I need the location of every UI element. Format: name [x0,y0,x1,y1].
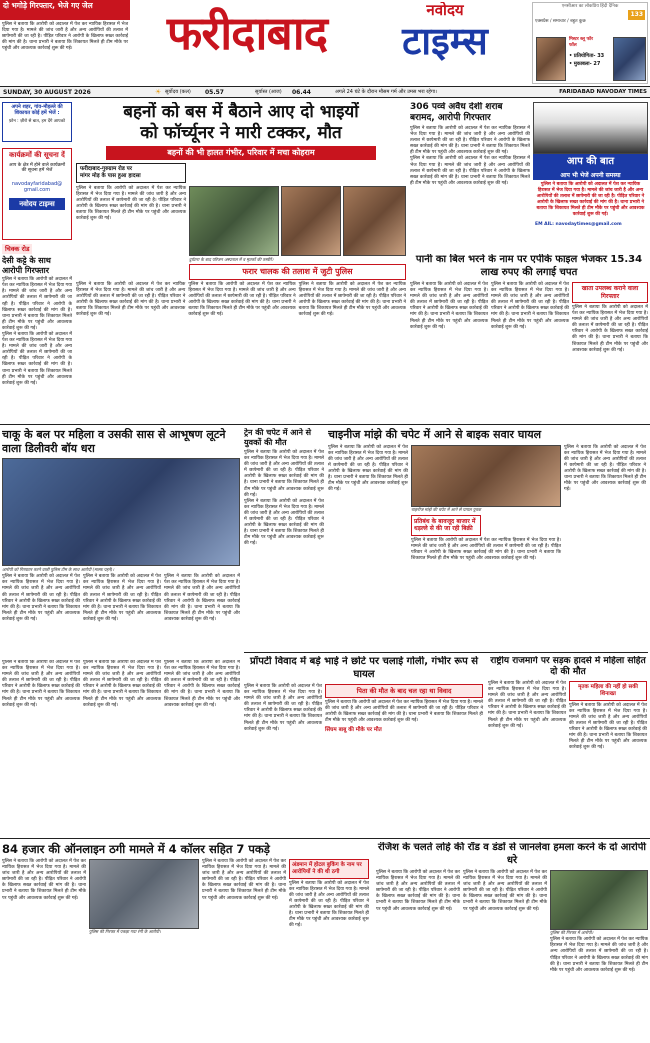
paper-title-right: टाइम्स [402,19,488,63]
kicker-box [76,163,186,183]
s5-cols [2,574,240,623]
ad1-title: अपने शहर, गांव-मौहल्ले की शिकायत कोई हमें भेजें : [11,104,63,117]
s7-body-1: पुलिस ने बताया कि आरोपी को अदालत में पेश कर न्यायिक हिरासत में भेज दिया गया है। मामले की जांच जारी है और अन्य आरोपियों की तलाश में छापेमारी की जा रही है। पीड़ित परिवार ने आरोपी के खिलाफ सख्त कार्रवाई की मांग की है। थाना प्रभारी ने बताया कि शिकायत मिलते ही टीम मौके पर पहुंची और आवश्यक कार्रवाई शुरू की गई। [328,444,408,493]
s4-col-3 [572,282,648,354]
promo-title: मिस्टर ब्लू फॉर फॉल [569,37,593,48]
s10-photo [89,859,199,929]
s11-photo-col [550,870,648,974]
story-manjha [328,428,648,658]
paper-title-small: नवोदय [426,2,464,19]
main-photos [189,186,406,262]
s9-cols [488,681,648,752]
story-left-lower [2,660,240,836]
lower-body-3: पुलिस ने बताया कि आरोपी को अदालत में पेश कर न्यायिक हिरासत में भेज दिया गया है। मामले की जांच जारी है और अन्य आरोपियों की तलाश में छापेमारी की जा रही है। पीड़ित परिवार ने आरोपी के खिलाफ सख्त कार्रवाई की मांग की है। थाना प्रभारी ने बताया कि शिकायत मिलते ही टीम मौके पर पहुंची और आवश्यक कार्रवाई शुरू की गई। [164,660,240,708]
s4-box: खाता उपलब्ध कराने वाला गिरफ्तार [572,282,648,303]
s10-caption: पुलिस की गिरफ्त में पकड़ा गया रंगी के आरोपी। [89,929,161,934]
ad2-email: gmail.com [23,187,51,194]
s3-subhead: आप भी भेजें अपनी समस्या [533,171,648,181]
ad1-line: फ़ोन : ज़ीरो से बात, हम देंगे आपको [8,118,66,124]
s5-body-2: पुलिस ने बताया कि आरोपी को अदालत में पेश कर न्यायिक हिरासत में भेज दिया गया है। मामले की जांच जारी है और अन्य आरोपियों की तलाश में छापेमारी की जा रही है। पीड़ित परिवार ने आरोपी के खिलाफ सख्त कार्रवाई की मांग की है। थाना प्रभारी ने बताया कि शिकायत मिलते ही टीम मौके पर पहुंची और आवश्यक कार्रवाई शुरू की गई। [83,574,161,622]
main-columns [76,186,406,262]
main-kicker [76,163,406,183]
rule-3 [0,838,650,839]
main-photo-2 [281,186,341,256]
main-body-3: पुलिस ने बताया कि आरोपी को अदालत में पेश कर न्यायिक हिरासत में भेज दिया गया है। मामले की जांच जारी है और अन्य आरोपियों की तलाश में छापेमारी की जा रही है। पीड़ित परिवार ने आरोपी के खिलाफ सख्त कार्रवाई की मांग की है। थाना प्रभारी ने बताया कि शिकायत मिलते ही टीम मौके पर पहुंची और आवश्यक कार्रवाई शुरू की गई। [188,282,296,318]
story-property [244,656,484,836]
s5-caption: आरोपी को गिरफ्तार करने वाली पुलिस टीम के साथ आरोपी (मास्क पहने)। [2,567,115,572]
s7-caption: चाइनीज मांझे की चपेट में आने से घायल युवक [411,506,481,512]
s3-headline: आप की बात [533,154,648,171]
main-photo-1 [189,186,279,256]
s7-photo [411,445,561,507]
s6-headline: ट्रेन की चपेट में आने से युवकों की मौत [244,428,312,447]
story-sharab [410,102,530,252]
sun-icon: ☀ [155,88,162,96]
left-ad-2 [2,148,72,240]
left-ad-1 [2,102,72,142]
lower-body-2: पुलिस ने बताया कि आरोपी को अदालत में पेश कर न्यायिक हिरासत में भेज दिया गया है। मामले की जांच जारी है और अन्य आरोपियों की तलाश में छापेमारी की जा रही है। पीड़ित परिवार ने आरोपी के खिलाफ सख्त कार्रवाई की मांग की है। थाना प्रभारी ने बताया कि शिकायत मिलते ही टीम मौके पर पहुंची और आवश्यक कार्रवाई शुरू की गई। [83,660,161,708]
top-headline-bar [0,0,130,20]
s7-inset: प्रतिबंध के बावजूद बाजार में धड़ल्ले से की जा रही बिक्री [411,515,481,536]
paper-strip-label: एनसीआर का लोकप्रिय हिंदी दैनिक [561,4,619,9]
s11-body-1: पुलिस ने बताया कि आरोपी को अदालत में पेश कर न्यायिक हिरासत में भेज दिया गया है। मामले की जांच जारी है और अन्य आरोपियों की तलाश में छापेमारी की जा रही है। पीड़ित परिवार ने आरोपी के खिलाफ सख्त कार्रवाई की मांग की है। थाना प्रभारी ने बताया कि शिकायत मिलते ही टीम मौके पर पहुंची और आवश्यक कार्रवाई शुरू की गई। [376,870,460,912]
s4-headline: पानी का बिल भरने के नाम पर एपीके फाइल भेजकर 15.34 लाख रुपए की लगाई चपत [415,254,643,278]
s7-mid [411,445,561,563]
s9-headline: राष्ट्रीय राजमार्ग पर सड़क हादसे में महिला सहित दो की मौत [490,656,646,677]
s2-body: पुलिस ने बताया कि आरोपी को अदालत में पेश कर न्यायिक हिरासत में भेज दिया गया है। मामले की जांच जारी है और अन्य आरोपियों की तलाश में छापेमारी की जा रही है। पीड़ित परिवार ने आरोपी के खिलाफ सख्त कार्रवाई की मांग की है। थाना प्रभारी ने बताया कि शिकायत मिलते ही टीम मौके पर पहुंची और आवश्यक कार्रवाई शुरू की गई। [410,126,530,156]
ad2-brand: नवोदय टाइम्स [9,198,65,211]
s11-headline: रंजिश के चलते लोहे की रॉड व डंडों से जानलेवा हमला करने के दो आरोपी धरे [378,842,646,866]
main-caption: दुर्घटना के बाद परिजन अस्पताल में व मृतकों की तस्वीरें। [189,256,274,262]
main-body-2: पुलिस ने बताया कि आरोपी को अदालत में पेश कर न्यायिक हिरासत में भेज दिया गया है। मामले की जांच जारी है और अन्य आरोपियों की तलाश में छापेमारी की जा रही है। पीड़ित परिवार ने आरोपी के खिलाफ सख्त कार्रवाई की मांग की है। थाना प्रभारी ने बताया कि शिकायत मिलते ही टीम मौके पर पहुंची और आवश्यक कार्रवाई शुरू की गई। [76,282,186,318]
s8-headline: प्रॉपर्टी विवाद में बड़े भाई ने छोटे पर चलाई गोली, गंभीर रूप से घायल [249,656,479,680]
top-strip-body: पुलिस ने बताया कि आरोपी को अदालत में पेश कर न्यायिक हिरासत में भेज दिया गया है। मामले की जांच जारी है और अन्य आरोपियों की तलाश में छापेमारी की जा रही है। पीड़ित परिवार ने आरोपी के खिलाफ सख्त कार्रवाई की मांग की है। थाना प्रभारी ने बताया कि शिकायत मिलते ही टीम मौके पर पहुंची और आवश्यक कार्रवाई शुरू की गई। [2,22,128,52]
s11-body-3: पुलिस ने बताया कि आरोपी को अदालत में पेश कर न्यायिक हिरासत में भेज दिया गया है। मामले की जांच जारी है और अन्य आरोपियों की तलाश में छापेमारी की जा रही है। पीड़ित परिवार ने आरोपी के खिलाफ सख्त कार्रवाई की मांग की है। थाना प्रभारी ने बताया कि शिकायत मिलते ही टीम मौके पर पहुंची और आवश्यक कार्रवाई शुरू की गई। [550,937,648,973]
paper-title-left: फरीदाबाद [166,6,328,60]
s10-body-2: पुलिस ने बताया कि आरोपी को अदालत में पेश कर न्यायिक हिरासत में भेज दिया गया है। मामले की जांच जारी है और अन्य आरोपियों की तलाश में छापेमारी की जा रही है। पीड़ित परिवार ने आरोपी के खिलाफ सख्त कार्रवाई की मांग की है। थाना प्रभारी ने बताया कि शिकायत मिलते ही टीम मौके पर पहुंची और आवश्यक कार्रवाई शुरू की गई। [202,859,286,901]
s10-col-4 [289,859,369,934]
main-photo-3 [343,186,406,256]
s1-headline: देसी कट्टे के साथ आरोपी गिरफ्तार [2,256,51,275]
top-headline: दो भगोड़े गिरफ्तार, भेजे गए जेल [3,1,93,10]
s7-body-2: पुलिस ने बताया कि आरोपी को अदालत में पेश कर न्यायिक हिरासत में भेज दिया गया है। मामले की जांच जारी है और अन्य आरोपियों की तलाश में छापेमारी की जा रही है। पीड़ित परिवार ने आरोपी के खिलाफ सख्त कार्रवाई की मांग की है। थाना प्रभारी ने बताया कि शिकायत मिलते ही टीम मौके पर पहुंची और आवश्यक कार्रवाई शुरू की गई। [411,537,561,562]
right-label: एक्सप्रेस / समाचार / बहुत कुछ [535,18,586,24]
main-bottom-cols [76,282,406,319]
s5-body-3: पुलिस ने बताया कि आरोपी को अदालत में पेश कर न्यायिक हिरासत में भेज दिया गया है। मामले की जांच जारी है और अन्य आरोपियों की तलाश में छापेमारी की जा रही है। पीड़ित परिवार ने आरोपी के खिलाफ सख्त कार्रवाई की मांग की है। थाना प्रभारी ने बताया कि शिकायत मिलते ही टीम मौके पर पहुंची और आवश्यक कार्रवाई शुरू की गई। [164,574,240,622]
masthead-title-right [360,2,530,80]
s10-cols [2,859,372,934]
promo-line-1: • प्रतियोगिता- 33 [569,53,605,59]
s11-photo [550,870,648,930]
sunset-time: 06.44 [292,89,311,96]
s8-inset: पिता की मौत के बाद चल रहा था विवाद [325,684,483,698]
main-subhead: बहनों की भी हालत गंभीर, परिवार में मचा कोहराम [106,146,376,160]
kicker-line-2: मांगर मोड़ के पास हुआ हादसा [80,172,141,179]
main-story [76,102,406,402]
rule-2 [244,652,648,653]
edition-date: SUNDAY, 30 AUGUST 2026 [3,89,91,96]
ad2-line: आप के क्षेत्र में होने वाले कार्यक्रमों की सूचना हमें भेजें [8,162,66,174]
story-ranjish [376,842,648,1040]
s1-tag: चिक्क रोड [2,244,32,254]
sunrise-time: 05.57 [205,89,224,96]
s7-headline: चाइनीज मांझे की चपेट में आने से बाइक सवार घायल [328,428,542,441]
crowd-illustration [533,102,648,154]
promo-photo [536,37,566,81]
s8-body-1: पुलिस ने बताया कि आरोपी को अदालत में पेश कर न्यायिक हिरासत में भेज दिया गया है। मामले की जांच जारी है और अन्य आरोपियों की तलाश में छापेमारी की जा रही है। पीड़ित परिवार ने आरोपी के खिलाफ सख्त कार्रवाई की मांग की है। थाना प्रभारी ने बताया कि शिकायत मिलते ही टीम मौके पर पहुंची और आवश्यक कार्रवाई शुरू की गई। [244,684,322,732]
edition-badge: 133 [630,11,643,18]
paper-name: FARIDABAD NAVODAY TIMES [559,89,647,95]
story-apk-fraud [410,254,648,420]
masthead-right-box [532,2,648,84]
s9-body-2: पुलिस ने बताया कि आरोपी को अदालत में पेश कर न्यायिक हिरासत में भेज दिया गया है। मामले की जांच जारी है और अन्य आरोपियों की तलाश में छापेमारी की जा रही है। पीड़ित परिवार ने आरोपी के खिलाफ सख्त कार्रवाई की मांग की है। थाना प्रभारी ने बताया कि शिकायत मिलते ही टीम मौके पर पहुंची और आवश्यक कार्रवाई शुरू की गई। [569,702,647,751]
s4-body-3: पुलिस ने बताया कि आरोपी को अदालत में पेश कर न्यायिक हिरासत में भेज दिया गया है। मामले की जांच जारी है और अन्य आरोपियों की तलाश में छापेमारी की जा रही है। पीड़ित परिवार ने आरोपी के खिलाफ सख्त कार्रवाई की मांग की है। थाना प्रभारी ने बताया कि शिकायत मिलते ही टीम मौके पर पहुंची और आवश्यक कार्रवाई शुरू की गई। [572,305,648,353]
s6-body: पुलिस ने बताया कि आरोपी को अदालत में पेश कर न्यायिक हिरासत में भेज दिया गया है। मामले की जांच जारी है और अन्य आरोपियों की तलाश में छापेमारी की जा रही है। पीड़ित परिवार ने आरोपी के खिलाफ सख्त कार्रवाई की मांग की है। थाना प्रभारी ने बताया कि शिकायत मिलते ही टीम मौके पर पहुंची और आवश्यक कार्रवाई शुरू की गई। [244,450,324,498]
s6-body-2: पुलिस ने बताया कि आरोपी को अदालत में पेश कर न्यायिक हिरासत में भेज दिया गया है। मामले की जांच जारी है और अन्य आरोपियों की तलाश में छापेमारी की जा रही है। पीड़ित परिवार ने आरोपी के खिलाफ सख्त कार्रवाई की मांग की है। थाना प्रभारी ने बताया कि शिकायत मिलते ही टीम मौके पर पहुंची और आवश्यक कार्रवाई शुरू की गई। [244,498,324,547]
top-strip-story [0,20,130,82]
s8-quote: सिंघम बाबू की मौके पर मौत [325,726,382,733]
rule-1 [0,424,650,425]
s8-cols [244,684,484,733]
sunrise-label: सूर्योदय (कल) [165,89,191,95]
s5-photo [2,458,240,566]
story-chaku [2,428,240,658]
s4-cols [410,282,648,354]
story-desi-katta [2,244,72,422]
sunset-label: सूर्यास्त (आज) [255,89,282,95]
s4-body-2: पुलिस ने बताया कि आरोपी को अदालत में पेश कर न्यायिक हिरासत में भेज दिया गया है। मामले की जांच जारी है और अन्य आरोपियों की तलाश में छापेमारी की जा रही है। पीड़ित परिवार ने आरोपी के खिलाफ सख्त कार्रवाई की मांग की है। थाना प्रभारी ने बताया कि शिकायत मिलते ही टीम मौके पर पहुंची और आवश्यक कार्रवाई शुरू की गई। [491,282,569,330]
s4-body-1: पुलिस ने बताया कि आरोपी को अदालत में पेश कर न्यायिक हिरासत में भेज दिया गया है। मामले की जांच जारी है और अन्य आरोपियों की तलाश में छापेमारी की जा रही है। पीड़ित परिवार ने आरोपी के खिलाफ सख्त कार्रवाई की मांग की है। थाना प्रभारी ने बताया कि शिकायत मिलते ही टीम मौके पर पहुंची और आवश्यक कार्रवाई शुरू की गई। [410,282,488,330]
s8-body-2: पुलिस ने बताया कि आरोपी को अदालत में पेश कर न्यायिक हिरासत में भेज दिया गया है। मामले की जांच जारी है और अन्य आरोपियों की तलाश में छापेमारी की जा रही है। पीड़ित परिवार ने आरोपी के खिलाफ सख्त कार्रवाई की मांग की है। थाना प्रभारी ने बताया कि शिकायत मिलते ही टीम मौके पर पहुंची और आवश्यक कार्रवाई शुरू की गई। [325,700,483,724]
masthead-title-left [132,2,362,80]
story-online-fraud [2,842,372,1040]
s9-box: मृतक महिला की नहीं हो सकी शिनाख्त [569,681,647,701]
ad2-title: कार्यक्रमों की सूचना दें [9,151,65,159]
s1-body-2: पुलिस ने बताया कि आरोपी को अदालत में पेश कर न्यायिक हिरासत में भेज दिया गया है। मामले की जांच जारी है और अन्य आरोपियों की तलाश में छापेमारी की जा रही है। पीड़ित परिवार ने आरोपी के खिलाफ सख्त कार्रवाई की मांग की है। थाना प्रभारी ने बताया कि शिकायत मिलते ही टीम मौके पर पहुंची और आवश्यक कार्रवाई शुरू की गई। [2,331,72,386]
story-train [244,428,324,658]
promo-line-2: • मुकाबला- 27 [569,61,601,67]
main-body-1: पुलिस ने बताया कि आरोपी को अदालत में पेश कर न्यायिक हिरासत में भेज दिया गया है। मामले की जांच जारी है और अन्य आरोपियों की तलाश में छापेमारी की जा रही है। पीड़ित परिवार ने आरोपी के खिलाफ सख्त कार्रवाई की मांग की है। थाना प्रभारी ने बताया कि शिकायत मिलते ही टीम मौके पर पहुंची और आवश्यक कार्रवाई शुरू की गई। [76,185,186,222]
s5-continue-cols [2,660,240,709]
s5-body-1: पुलिस ने बताया कि आरोपी को अदालत में पेश कर न्यायिक हिरासत में भेज दिया गया है। मामले की जांच जारी है और अन्य आरोपियों की तलाश में छापेमारी की जा रही है। पीड़ित परिवार ने आरोपी के खिलाफ सख्त कार्रवाई की मांग की है। थाना प्रभारी ने बताया कि शिकायत मिलते ही टीम मौके पर पहुंची और आवश्यक कार्रवाई शुरू की गई। [2,574,80,622]
s10-photo-col [89,859,199,934]
s2-headline: 306 पव्वे अवैध देशी शराब बरामद, आरोपी गिरफ्तार [410,102,503,123]
date-bar [0,86,650,98]
s11-body-2: पुलिस ने बताया कि आरोपी को अदालत में पेश कर न्यायिक हिरासत में भेज दिया गया है। मामले की जांच जारी है और अन्य आरोपियों की तलाश में छापेमारी की जा रही है। पीड़ित परिवार ने आरोपी के खिलाफ सख्त कार्रवाई की मांग की है। थाना प्रभारी ने बताया कि शिकायत मिलते ही टीम मौके पर पहुंची और आवश्यक कार्रवाई शुरू की गई। [463,870,547,912]
s8-col-2 [325,684,483,733]
photo-row [189,186,406,256]
s3-email: EM AIL: navodaytimes@gmail.com [535,221,622,227]
s11-caption: पुलिस की गिरफ्त में आरोपी। [550,930,594,935]
s10-box: अंडमान में होटल बुकिंग के नाम पर आरोपियों ने की थी ठगी [289,859,369,879]
main-headline-2: को फॉर्च्यूनर ने मारी टक्कर, मौत [140,123,342,143]
story-highway [488,656,648,836]
s1-body: पुलिस ने बताया कि आरोपी को अदालत में पेश कर न्यायिक हिरासत में भेज दिया गया है। मामले की जांच जारी है और अन्य आरोपियों की तलाश में छापेमारी की जा रही है। पीड़ित परिवार ने आरोपी के खिलाफ सख्त कार्रवाई की मांग की है। थाना प्रभारी ने बताया कि शिकायत मिलते ही टीम मौके पर पहुंची और आवश्यक कार्रवाई शुरू की गई। [2,277,72,331]
s5-headline: चाकू के बल पर महिला व उसकी सास से आभूषण लूटने वाला डिलीवरी बॉय धरा [2,428,226,455]
s9-body-1: पुलिस ने बताया कि आरोपी को अदालत में पेश कर न्यायिक हिरासत में भेज दिया गया है। मामले की जांच जारी है और अन्य आरोपियों की तलाश में छापेमारी की जा रही है। पीड़ित परिवार ने आरोपी के खिलाफ सख्त कार्रवाई की मांग की है। थाना प्रभारी ने बताया कि शिकायत मिलते ही टीम मौके पर पहुंची और आवश्यक कार्रवाई शुरू की गई। [488,681,566,729]
s10-body-3: पुलिस ने बताया कि आरोपी को अदालत में पेश कर न्यायिक हिरासत में भेज दिया गया है। मामले की जांच जारी है और अन्य आरोपियों की तलाश में छापेमारी की जा रही है। पीड़ित परिवार ने आरोपी के खिलाफ सख्त कार्रवाई की मांग की है। थाना प्रभारी ने बताया कि शिकायत मिलते ही टीम मौके पर पहुंची और आवश्यक कार्रवाई शुरू की गई। [289,880,369,929]
aap-ki-baat-box [533,102,648,252]
ad2-email-label: navodayfaridabad@ [11,181,63,188]
s7-body-3: पुलिस ने बताया कि आरोपी को अदालत में पेश कर न्यायिक हिरासत में भेज दिया गया है। मामले की जांच जारी है और अन्य आरोपियों की तलाश में छापेमारी की जा रही है। पीड़ित परिवार ने आरोपी के खिलाफ सख्त कार्रवाई की मांग की है। थाना प्रभारी ने बताया कि शिकायत मिलते ही टीम मौके पर पहुंची और आवश्यक कार्रवाई शुरू की गई। [564,444,646,493]
s10-body-1: पुलिस ने बताया कि आरोपी को अदालत में पेश कर न्यायिक हिरासत में भेज दिया गया है। मामले की जांच जारी है और अन्य आरोपियों की तलाश में छापेमारी की जा रही है। पीड़ित परिवार ने आरोपी के खिलाफ सख्त कार्रवाई की मांग की है। थाना प्रभारी ने बताया कि शिकायत मिलते ही टीम मौके पर पहुंची और आवश्यक कार्रवाई शुरू की गई। [2,859,86,901]
main-inset-title: फरार चालक की तलाश में जुटी पुलिस [189,264,406,280]
s11-cols [376,870,648,974]
s9-col-2 [569,681,647,752]
promo-ad [613,37,646,81]
main-headline-1: बहनों को बस में बैठाने आए दो भाइयों [123,102,359,122]
s10-headline: 84 हजार की ऑनलाइन ठगी मामले में 4 कॉलर सहित 7 पकड़े [2,842,270,856]
s2-body-2: पुलिस ने बताया कि आरोपी को अदालत में पेश कर न्यायिक हिरासत में भेज दिया गया है। मामले की जांच जारी है और अन्य आरोपियों की तलाश में छापेमारी की जा रही है। पीड़ित परिवार ने आरोपी के खिलाफ सख्त कार्रवाई की मांग की है। थाना प्रभारी ने बताया कि शिकायत मिलते ही टीम मौके पर पहुंची और आवश्यक कार्रवाई शुरू की गई। [410,156,530,186]
kicker-line-1: फरीदाबाद-गुरुग्राम रोड पर [80,166,133,172]
lower-body-1: पुलिस ने बताया कि आरोपी को अदालत में पेश कर न्यायिक हिरासत में भेज दिया गया है। मामले की जांच जारी है और अन्य आरोपियों की तलाश में छापेमारी की जा रही है। पीड़ित परिवार ने आरोपी के खिलाफ सख्त कार्रवाई की मांग की है। थाना प्रभारी ने बताया कि शिकायत मिलते ही टीम मौके पर पहुंची और आवश्यक कार्रवाई शुरू की गई। [2,660,80,708]
s7-cols [328,445,648,563]
weather-note: अगले 24 घंटे के दौरान मौसम गर्म और उमस भरा रहेगा। [335,89,437,95]
s3-body: पुलिस ने बताया कि आरोपी को अदालत में पेश कर न्यायिक हिरासत में भेज दिया गया है। मामले की जांच जारी है और अन्य आरोपियों की तलाश में छापेमारी की जा रही है। पीड़ित परिवार ने आरोपी के खिलाफ सख्त कार्रवाई की मांग की है। थाना प्रभारी ने बताया कि शिकायत मिलते ही टीम मौके पर पहुंची और आवश्यक कार्रवाई शुरू की गई। [536,182,645,218]
main-body-4: पुलिस ने बताया कि आरोपी को अदालत में पेश कर न्यायिक हिरासत में भेज दिया गया है। मामले की जांच जारी है और अन्य आरोपियों की तलाश में छापेमारी की जा रही है। पीड़ित परिवार ने आरोपी के खिलाफ सख्त कार्रवाई की मांग की है। थाना प्रभारी ने बताया कि शिकायत मिलते ही टीम मौके पर पहुंची और आवश्यक कार्रवाई शुरू की गई। [298,282,406,318]
